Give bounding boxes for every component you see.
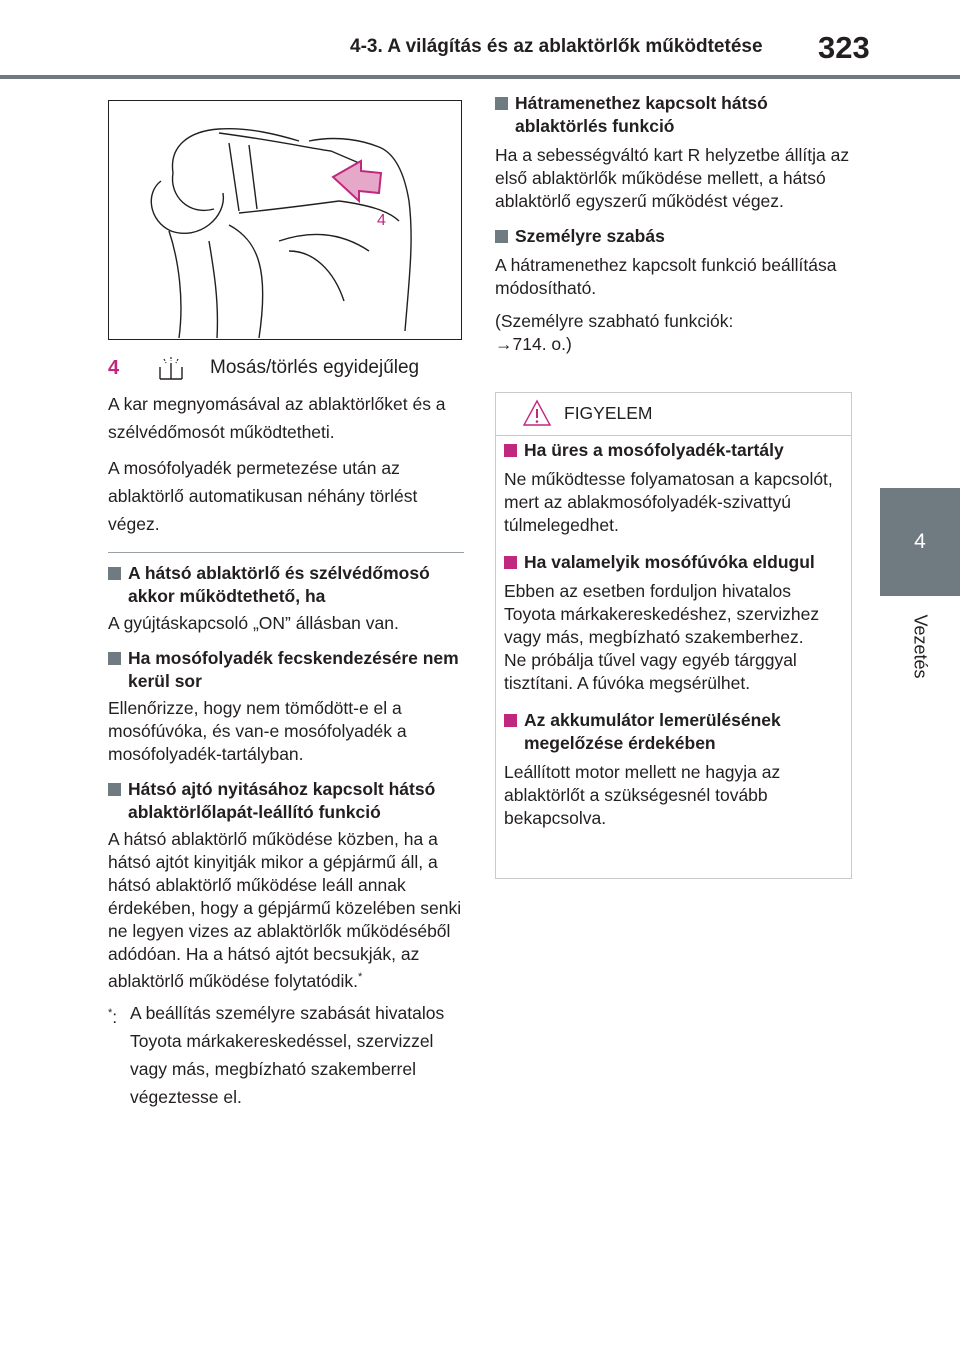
caution-text: Ebben az esetben forduljon hivatalos Toyota márkakereskedéshez, szervizhez vagy más, megbízható szakemberhez.: [504, 581, 820, 647]
section-heading: Hátsó ajtó nyitásához kapcsolt hátsó ablaktörlőlapát-leállító funkció: [108, 778, 468, 824]
left-sections: [108, 562, 468, 1111]
section-heading: A hátsó ablaktörlő és szélvédőmosó akkor működtethető, ha: [108, 562, 468, 608]
section-divider: [108, 552, 464, 553]
section-body: Ellenőrizze, hogy nem tömődött-e el a mosófúvóka, és van-e mosófolyadék a mosófolyadék-tartályban.: [108, 698, 407, 764]
caution-text: Ne működtesse folyamatosan a kapcsolót, mert az ablakmosófolyadék-szivattyú túlmelegedhet.: [504, 469, 833, 535]
bullet-square-icon: [108, 652, 121, 665]
chapter-title: Vezetés: [910, 613, 931, 679]
footnote-text: A beállítás személyre szabását hivatalos Toyota márkakereskedéssel, szervizzel vagy más, megbízható szakemberrel végeztesse el.: [130, 1002, 445, 1107]
item-label: Mosás/törlés egyidejűleg: [210, 357, 420, 378]
caution-heading: Ha üres a mosófolyadék-tartály: [504, 439, 844, 462]
press-arrow-icon: [333, 161, 381, 201]
section-body: A hátramenethez kapcsolt funkció beállítása módosítható.: [495, 255, 837, 298]
right-sections: [495, 92, 850, 356]
caution-body: [504, 439, 844, 830]
section-heading: Ha mosófolyadék fecskendezésére nem kerül sor: [108, 647, 468, 693]
section-body: A hátsó ablaktörlő működése közben, ha a hátsó ajtót kinyitják mikor a gépjármű áll, a hátsó ablaktörlő működése leáll annak érdekében, hogy a gépjármű közelében senki ne legyen vizes az ablaktörlők működéséből adódóan. Ha a hátsó ajtót becsukják, az ablaktörlő működése folytatódik.*: [108, 829, 462, 991]
section-title: 4-3. A világítás és az ablaktörlők működtetése: [350, 36, 763, 57]
bullet-square-icon: [504, 556, 517, 569]
page-number: 323: [818, 30, 870, 65]
bullet-square-icon: [108, 783, 121, 796]
paragraph: A mosófolyadék permetezése után az ablaktörlő automatikusan néhány törlést végez.: [108, 458, 418, 534]
chapter-number: 4: [914, 530, 926, 553]
caution-box: [495, 392, 852, 879]
customize-page-link[interactable]: →714. o.): [495, 334, 572, 354]
caution-text: Ne próbálja tűvel vagy egyéb tárggyal tisztítani. A fúvóka megsérülhet.: [504, 650, 797, 693]
washer-wipe-icon: [156, 355, 186, 386]
wiper-lever-drawing: [109, 101, 460, 338]
footnote: *: A beállítás személyre szabását hivatalos Toyota márkakereskedéssel, szervizzel vagy más, megbízható szakemberrel végeztesse el.: [108, 1002, 445, 1107]
section-heading: Hátramenethez kapcsolt hátsó ablaktörlés funkció: [495, 92, 850, 138]
caution-title: FIGYELEM: [564, 403, 653, 423]
item-number: 4: [108, 357, 120, 379]
paragraph: A kar megnyomásával az ablaktörlőket és a szélvédőmosót működtetheti.: [108, 394, 446, 442]
section-heading: Személyre szabás: [495, 225, 850, 248]
caution-text: Leállított motor mellett ne hagyja az ablaktörlőt a szükségesnél tovább bekapcsolva.: [504, 762, 781, 828]
footnote-marker: *: [358, 971, 363, 983]
section-body: A gyújtáskapcsoló „ON” állásban van.: [108, 613, 399, 633]
callout-number: 4: [377, 212, 386, 229]
bullet-square-icon: [504, 444, 517, 457]
bullet-square-icon: [495, 230, 508, 243]
caution-heading: Ha valamelyik mosófúvóka eldugul: [504, 551, 844, 574]
bullet-square-icon: [495, 97, 508, 110]
header-divider: [0, 75, 960, 79]
item-4-row: [108, 357, 468, 381]
chapter-label: [880, 596, 960, 696]
intro-text: [108, 390, 460, 538]
customize-reference: (Személyre szabható funkciók:: [495, 311, 734, 331]
wiper-lever-illustration: [108, 100, 462, 340]
caution-heading: Az akkumulátor lemerülésének megelőzése érdekében: [504, 709, 844, 755]
caution-header: [496, 393, 851, 436]
chapter-tab[interactable]: [880, 488, 960, 596]
section-body: Ha a sebességváltó kart R helyzetbe állítja az első ablaktörlők működése mellett, a hátsó ablaktörlő egyszerű működést végez.: [495, 145, 850, 211]
warning-triangle-icon: [522, 399, 552, 432]
bullet-square-icon: [108, 567, 121, 580]
bullet-square-icon: [504, 714, 517, 727]
